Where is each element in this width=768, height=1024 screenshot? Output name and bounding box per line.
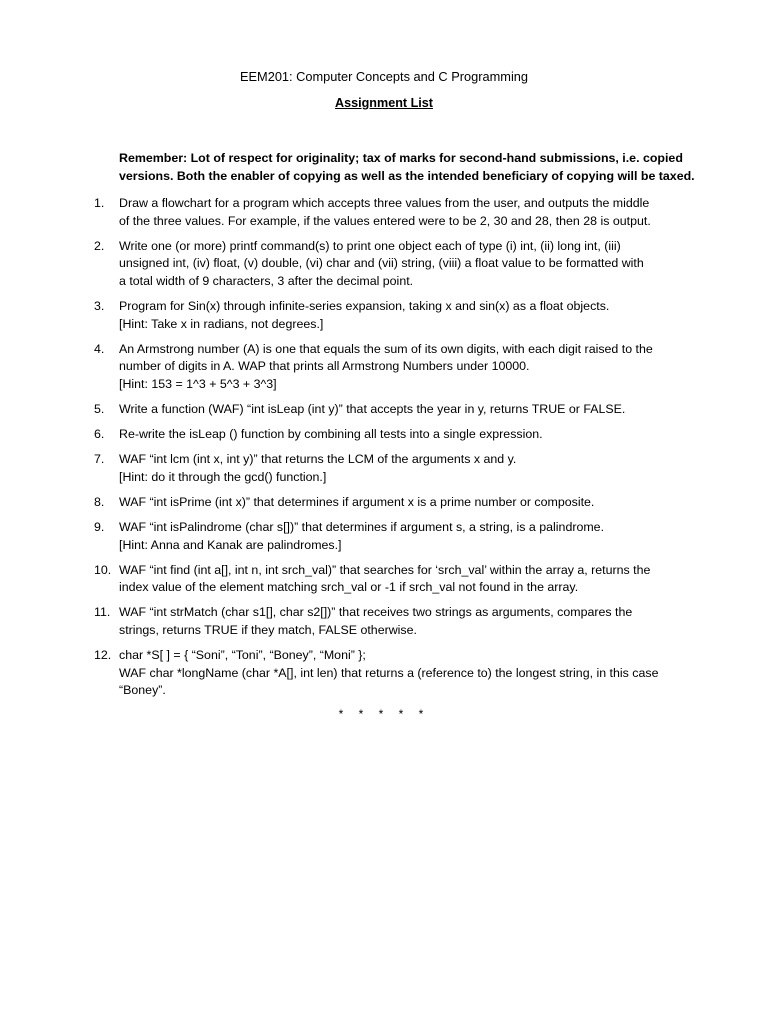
item-text-line: char *S[ ] = { “Soni”, “Toni”, “Boney”, “Moni” }; xyxy=(119,647,366,662)
list-item xyxy=(0,647,709,700)
assignment-list xyxy=(0,195,768,707)
item-text-line: of the three values. For example, if the values entered were to be 2, 30 and 28, then 28 is output. xyxy=(119,213,651,228)
course-title: EEM201: Computer Concepts and C Programming xyxy=(239,69,529,84)
item-number: 8. xyxy=(94,494,105,509)
item-number: 5. xyxy=(94,401,105,416)
list-item xyxy=(0,401,709,419)
item-text-line: Program for Sin(x) through infinite-series expansion, taking x and sin(x) as a float objects. xyxy=(119,298,610,313)
item-text-line: Write one (or more) printf command(s) to print one object each of type (i) int, (ii) long int, (iii) xyxy=(119,238,621,253)
item-text-line: WAF “int strMatch (char s1[], char s2[])” that receives two strings as arguments, compares the xyxy=(119,605,633,620)
item-number: 4. xyxy=(94,341,105,356)
item-text-line: [Hint: 153 = 1^3 + 5^3 + 3^3] xyxy=(119,376,277,391)
item-text-line: [Hint: Anna and Kanak are palindromes.] xyxy=(119,537,342,552)
end-stars: * * * * * xyxy=(338,707,430,721)
list-item xyxy=(0,519,709,554)
item-text-line: Draw a flowchart for a program which accepts three values from the user, and outputs the middle xyxy=(119,196,650,210)
list-item xyxy=(0,238,709,291)
list-item xyxy=(0,298,709,333)
item-text-line: “Boney”. xyxy=(119,683,166,698)
originality-notice: Remember: Lot of respect for originality; tax of marks for second-hand submissions, i.e. copied versions. Both the enabler of copying as well as the intended beneficiary of copying will be taxed. xyxy=(119,151,695,183)
list-item xyxy=(0,604,709,639)
list-item xyxy=(0,341,709,394)
item-number: 12. xyxy=(94,647,112,662)
item-number: 3. xyxy=(94,298,105,313)
list-item xyxy=(0,562,709,597)
list-item xyxy=(0,494,709,512)
item-text-line: unsigned int, (iv) float, (v) double, (vi) char and (vii) string, (viii) a float value to be formatted with xyxy=(119,256,644,271)
item-number: 2. xyxy=(94,238,105,253)
item-number: 6. xyxy=(94,427,105,442)
list-item xyxy=(0,451,709,486)
item-text-line: strings, returns TRUE if they match, FALSE otherwise. xyxy=(119,622,417,637)
item-text-line: Re-write the isLeap () function by combining all tests into a single expression. xyxy=(119,427,543,442)
item-number: 1. xyxy=(94,196,105,210)
item-text-line: WAF “int isPalindrome (char s[])” that determines if argument s, a string, is a palindrome. xyxy=(119,519,605,534)
item-text-line: WAF “int isPrime (int x)” that determines if argument x is a prime number or composite. xyxy=(119,494,595,509)
item-number: 11. xyxy=(94,605,111,620)
item-text-line: index value of the element matching srch_val or -1 if srch_val not found in the array. xyxy=(119,580,579,595)
item-text-line: a total width of 9 characters, 3 after the decimal point. xyxy=(119,273,414,288)
item-text-line: WAF char *longName (char *A[], int len) that returns a (reference to) the longest string, in this case xyxy=(119,665,659,680)
item-text-line: WAF “int lcm (int x, int y)” that returns the LCM of the arguments x and y. xyxy=(119,452,517,467)
item-number: 9. xyxy=(94,519,105,534)
assignment-list-title: Assignment List xyxy=(335,96,433,110)
item-text-line: [Hint: do it through the gcd() function.] xyxy=(119,469,327,484)
item-number: 7. xyxy=(94,452,105,467)
item-text-line: WAF “int find (int a[], int n, int srch_val)” that searches for ‘srch_val’ within the array a, returns the xyxy=(119,562,651,577)
item-text-line: An Armstrong number (A) is one that equals the sum of its own digits, with each digit raised to the xyxy=(119,341,653,356)
list-item xyxy=(0,195,709,230)
list-item xyxy=(0,426,709,444)
item-text-line: Write a function (WAF) “int isLeap (int y)” that accepts the year in y, returns TRUE or FALSE. xyxy=(119,401,626,416)
item-text-line: [Hint: Take x in radians, not degrees.] xyxy=(119,316,324,331)
item-text-line: number of digits in A. WAP that prints all Armstrong Numbers under 10000. xyxy=(119,359,530,374)
item-number: 10. xyxy=(94,562,112,577)
